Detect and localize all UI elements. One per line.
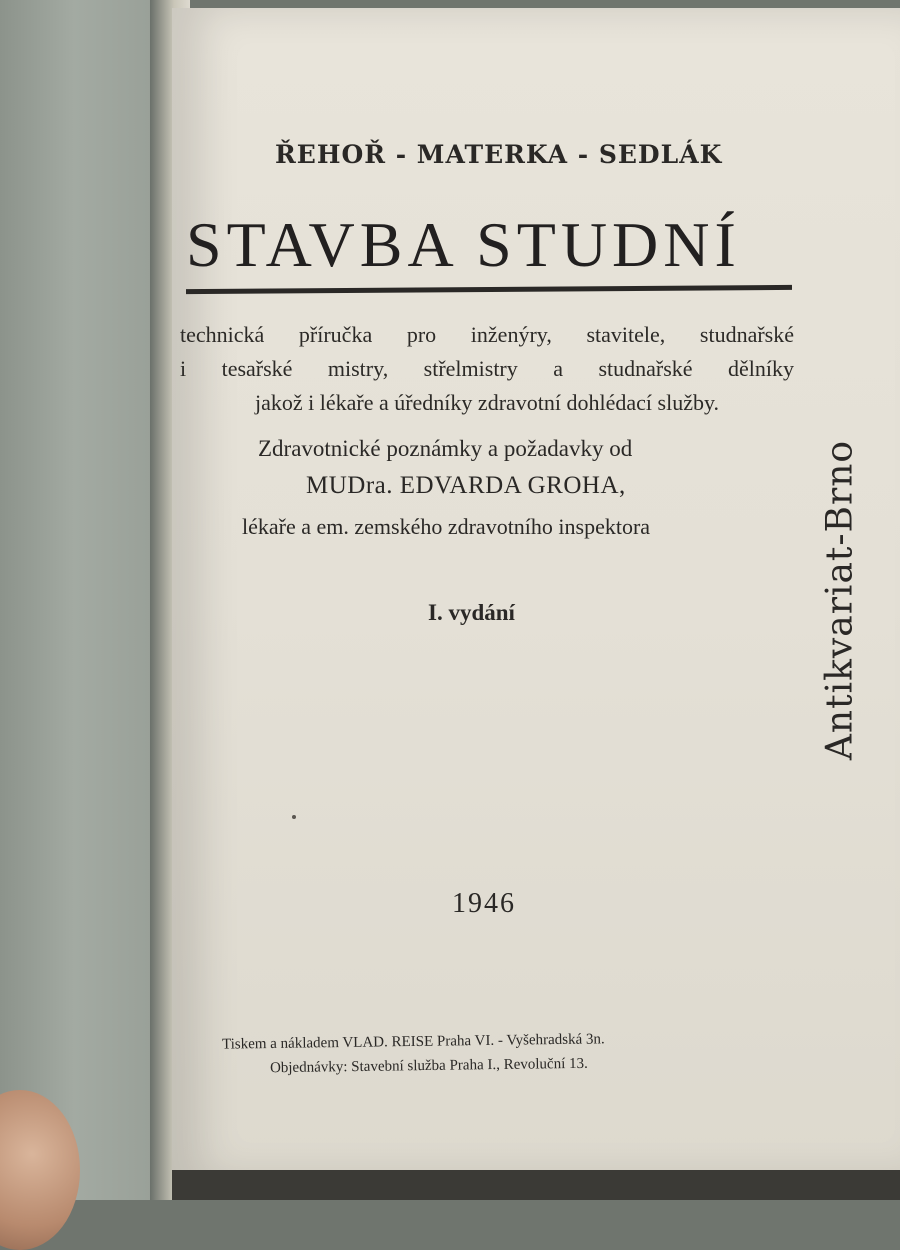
orders-imprint: Objednávky: Stavební služba Praha I., Revoluční 13. [269,1055,588,1077]
authors: ŘEHOŘ - MATERKA - SEDLÁK [275,140,723,169]
publication-year: 1946 [452,888,516,919]
title-page [172,8,900,1178]
doctor-role: lékaře a em. zemského zdravotního inspektora [242,514,651,539]
paper-speck [292,815,296,819]
description-line: technická příručka pro inženýry, stavitele, studnařské [180,322,794,347]
description-line: i tesařské mistry, střelmistry a studnařské dělníky [180,356,794,381]
watermark: Antikvariat-Brno [819,439,861,761]
description [180,318,794,420]
notes-line: Zdravotnické poznámky a požadavky od [258,436,633,461]
doctor-name: MUDra. EDVARDA GROHA, [306,472,626,499]
description-line: jakož i lékaře a úředníky zdravotní dohlédací služby. [254,390,720,415]
edition: I. vydání [428,600,515,625]
book-title: STAVBA STUDNÍ [186,209,741,280]
page-bottom-shadow [172,1170,900,1200]
printer-imprint: Tiskem a nákladem VLAD. REISE Praha VI. - Vyšehradská 3n. [221,1031,605,1053]
